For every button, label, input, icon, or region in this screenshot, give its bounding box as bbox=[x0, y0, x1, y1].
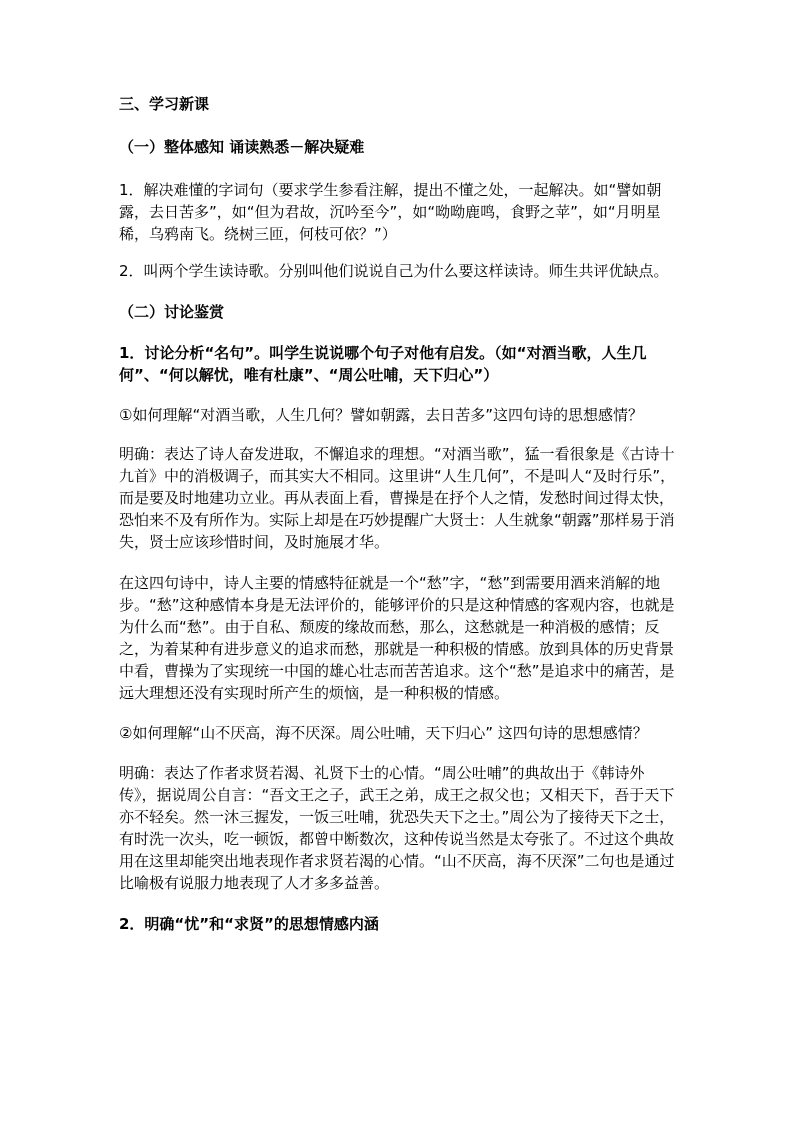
part1-heading: （一）整体感知 诵读熟悉－解决疑难 bbox=[119, 138, 365, 156]
question-1: ①如何理解“对酒当歌，人生几何？譬如朝露，去日苦多”这四句诗的思想感情？ bbox=[119, 406, 643, 424]
paragraph-1: 在这四句诗中，诗人主要的情感特征就是一个“愁”字，“愁”到需要用酒来消解的地步。“愁”这种感情本身是无法评价的，能够评价的只是这种情感的客观内容，也就是为什么而“愁”。由于自私、颓废的缘故而愁，那么，这愁就是一种消极的感情；反之，为着某种有进步意义的追求而愁，那就是一种积极的情感。放到具体的历史背景中看，曹操为了实现统一中国的雄心壮志而苦苦追求。这个“愁”是追求中的痛苦，是远大理想还没有实现时所产生的烦恼，是一种积极的情感。 bbox=[119, 574, 675, 702]
part2-heading: （二）讨论鉴赏 bbox=[119, 303, 225, 321]
part2-item1-heading: 1．讨论分析“名句”。叫学生说说哪个句子对他有启发。（如“对酒当歌，人生几何”、“何以解忧，唯有杜康”、“周公吐哺，天下归心”） bbox=[119, 344, 647, 384]
question-2: ②如何理解“山不厌高，海不厌深。周公吐哺，天下归心” 这四句诗的思想感情？ bbox=[119, 724, 648, 742]
part1-item1: 1．解决难懂的字词句（要求学生参看注解，提出不懂之处，一起解决。如“譬如朝露，去日苦多”，如“但为君故，沉吟至今”，如“呦呦鹿鸣，食野之苹”，如“月明星稀，乌鸦南飞。绕树三匝，何枝可依？”） bbox=[119, 181, 662, 243]
document-page bbox=[119, 93, 679, 935]
answer-1: 明确：表达了诗人奋发进取，不懈追求的理想。“对酒当歌”，猛一看很象是《古诗十九首》中的消极调子，而其实大不相同。这里讲“人生几何”，不是叫人“及时行乐”，而是要及时地建功立业。再从表面上看，曹操是在抒个人之情，发愁时间过得太快，恐怕来不及有所作为。实际上却是在巧妙提醒广大贤士：人生就象“朝露”那样易于消失，贤士应该珍惜时间，及时施展才华。 bbox=[119, 445, 676, 551]
section-title: 三、学习新课 bbox=[119, 95, 210, 113]
part2-item2-heading: 2．明确“忧”和“求贤”的思想情感内涵 bbox=[119, 915, 379, 933]
answer-2: 明确：表达了作者求贤若渴、礼贤下士的心情。“周公吐哺”的典故出于《韩诗外传》，据说周公自言：“吾文王之子，武王之弟，成王之叔父也；又相天下，吾于天下亦不轻矣。然一沐三握发，一饭三吐哺，犹恐失天下之士。”周公为了接待天下之士，有时洗一次头，吃一顿饭，都曾中断数次，这种传说当然是太夸张了。不过这个典故用在这里却能突出地表现作者求贤若渴的心情。“山不厌高，海不厌深”二句也是通过比喻极有说服力地表现了人才多多益善。 bbox=[119, 764, 675, 892]
part1-item2: 2．叫两个学生读诗歌。分别叫他们说说自己为什么要这样读诗。师生共评优缺点。 bbox=[119, 262, 669, 280]
